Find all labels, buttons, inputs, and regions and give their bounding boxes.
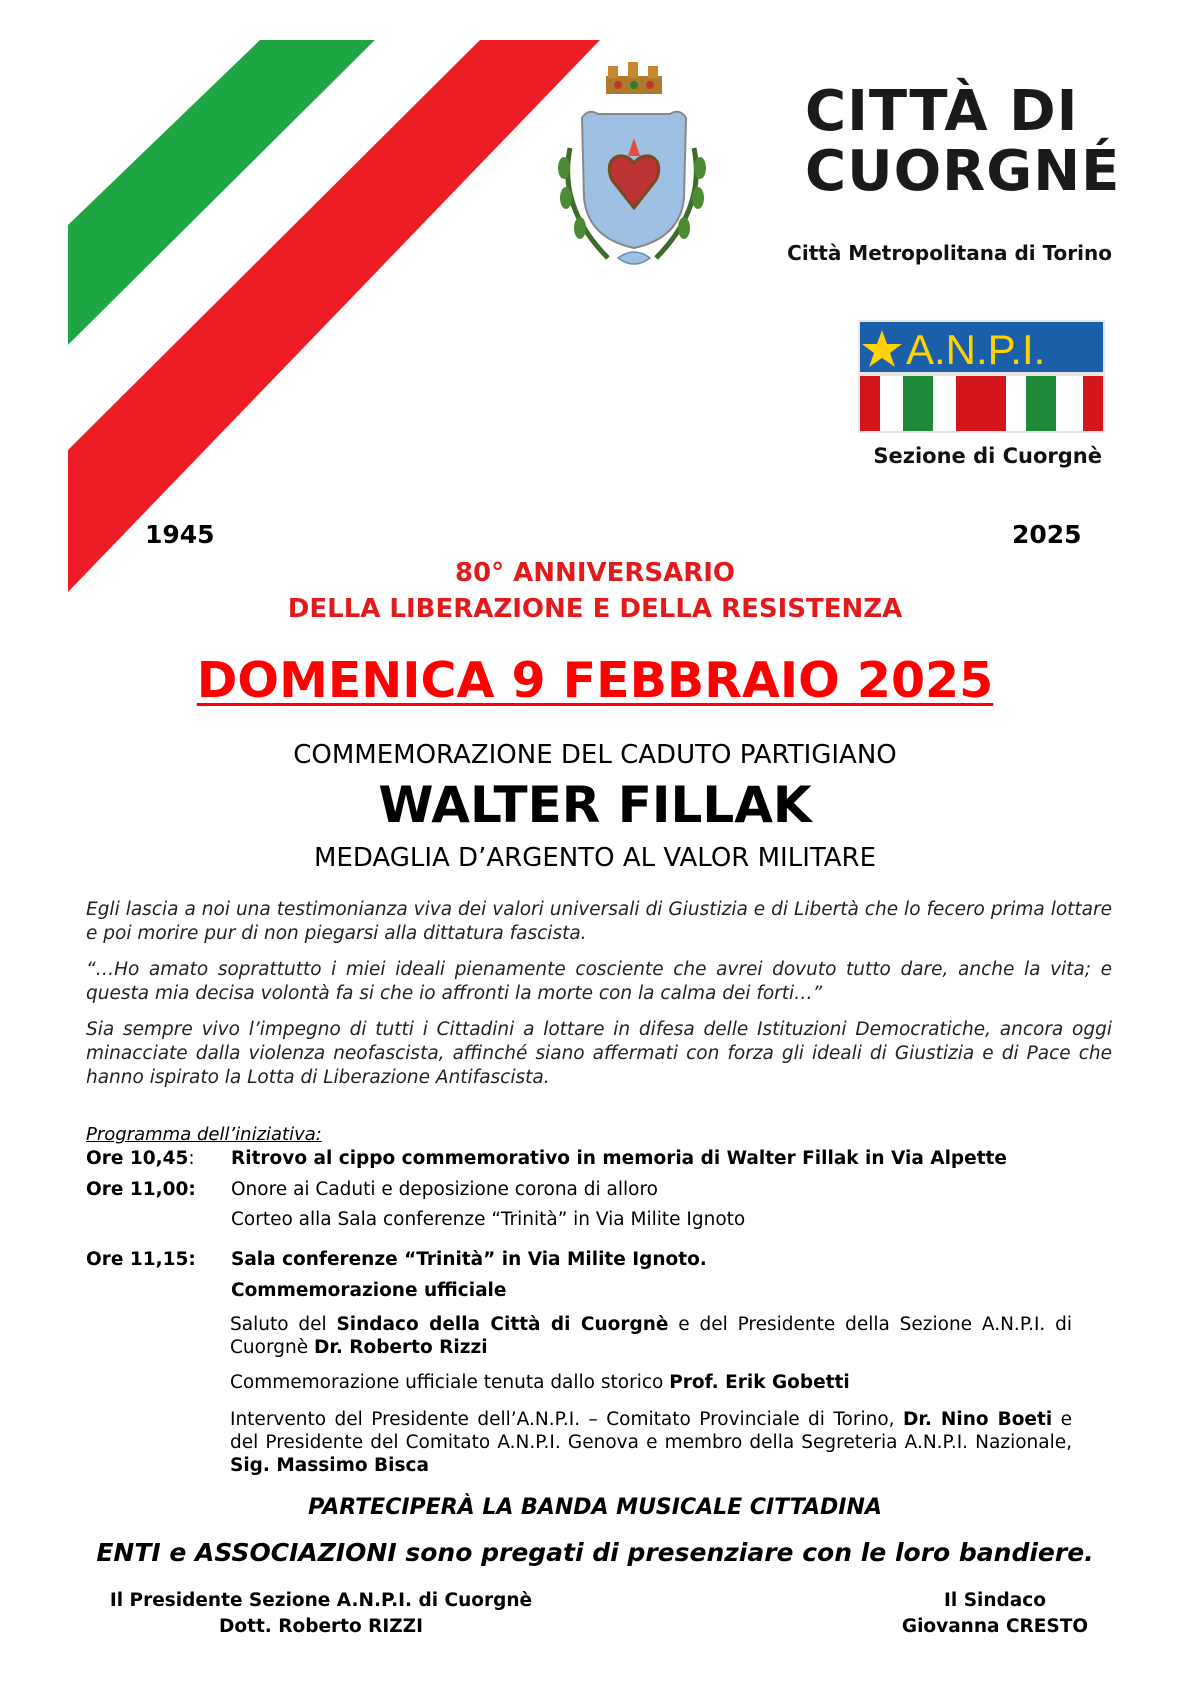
president-name: Dott. Roberto RIZZI <box>219 1616 423 1637</box>
year-end: 2025 <box>1012 520 1082 549</box>
signature-mayor <box>880 1588 1110 1640</box>
anpi-section-label: Sezione di Cuorgnè <box>873 444 1102 468</box>
city-title <box>805 79 1135 204</box>
paragraph-quote: “…Ho amato soprattutto i miei ideali pienamente cosciente che avrei dovuto tutto dare, anche la vita; e questa mia decisa volontà fa si che io affronti la morte con la calma dei forti…” <box>86 959 1112 1004</box>
program-time: Ore 11,00: <box>86 1179 196 1200</box>
program-saluto: Saluto del Sindaco della Città di Cuorgnè e del Presidente della Sezione A.N.P.I. di Cuorgnè Dr. Roberto Rizzi <box>230 1314 1073 1358</box>
president-role: Il Presidente Sezione A.N.P.I. di Cuorgnè <box>109 1590 533 1611</box>
signature-president <box>86 1588 556 1640</box>
commemoration-subtitle: COMMEMORAZIONE DEL CADUTO PARTIGIANO <box>293 740 897 770</box>
anpi-logo <box>858 320 1105 433</box>
program-row-1100 <box>86 1178 1116 1202</box>
program-description: Corteo alla Sala conferenze “Trinità” in Via Milite Ignoto <box>231 1209 746 1230</box>
medal-subtitle: MEDAGLIA D’ARGENTO AL VALOR MILITARE <box>313 843 877 873</box>
program-row-1045 <box>86 1147 1116 1171</box>
mayor-name: Giovanna CRESTO <box>901 1616 1089 1637</box>
partisan-name: WALTER FILLAK <box>378 776 812 834</box>
event-date-heading <box>0 652 1190 709</box>
metropolitan-city-label: Città Metropolitana di Torino <box>787 241 1112 265</box>
city-title-line2: CUORGNÉ <box>805 139 1121 204</box>
program-time: Ore 11,15: <box>86 1249 196 1270</box>
event-date-text: DOMENICA 9 FEBBRAIO 2025 <box>196 652 994 709</box>
anniversary-line2: DELLA LIBERAZIONE E DELLA RESISTENZA <box>287 594 903 624</box>
program-description: Sala conferenze “Trinità” in Via Milite Ignoto. <box>231 1249 707 1270</box>
program-time: Ore 10,45: <box>86 1148 195 1169</box>
italian-flag-ribbon <box>0 0 600 600</box>
coat-of-arms-icon <box>548 58 716 273</box>
anniversary-line1: 80° ANNIVERSARIO <box>454 558 736 588</box>
program-storico: Commemorazione ufficiale tenuta dallo storico Prof. Erik Gobetti <box>230 1372 850 1393</box>
paragraph-appeal: Sia sempre vivo l’impegno di tutti i Cittadini a lottare in difesa delle Istituzioni Democratiche, ancora oggi minacciate dalla violenza neofascista, affinché siano affermati con forza gli ideali di Giustizia e di Pace che hanno ispirato la Lotta di Liberazione Antifascista. <box>86 1019 1112 1088</box>
program-row-1115-b <box>86 1279 1116 1303</box>
program-row-1115 <box>86 1248 1116 1272</box>
mayor-role: Il Sindaco <box>944 1590 1046 1611</box>
paragraph-values: Egli lascia a noi una testimonianza viva dei valori universali di Giustizia e di Libertà che lo fecero prima lottare e poi morire pur di non piegarsi alla dittatura fascista. <box>86 899 1112 944</box>
program-description: Commemorazione ufficiale <box>231 1280 507 1301</box>
program-description: Ritrovo al cippo commemorativo in memoria di Walter Fillak in Via Alpette <box>231 1148 1007 1169</box>
associations-notice: ENTI e ASSOCIAZIONI sono pregati di presenziare con le loro bandiere. <box>96 1538 1094 1567</box>
program-row-1100-b <box>86 1208 1116 1232</box>
band-notice: PARTECIPERÀ LA BANDA MUSICALE CITTADINA <box>308 1495 882 1520</box>
anpi-logo-text: A.N.P.I. <box>906 326 1046 373</box>
program-title: Programma dell’iniziativa: <box>86 1124 322 1145</box>
city-title-line1: CITTÀ DI <box>805 79 1079 144</box>
program-intervento: Intervento del Presidente dell’A.N.P.I. – Comitato Provinciale di Torino, Dr. Nino Boeti e del Presidente del Comitato A.N.P.I. Genova e membro della Segreteria A.N.P.I. Nazionale, Sig. Massimo Bisca <box>230 1409 1072 1476</box>
program-description: Onore ai Caduti e deposizione corona di alloro <box>231 1179 658 1200</box>
year-start: 1945 <box>145 520 215 549</box>
